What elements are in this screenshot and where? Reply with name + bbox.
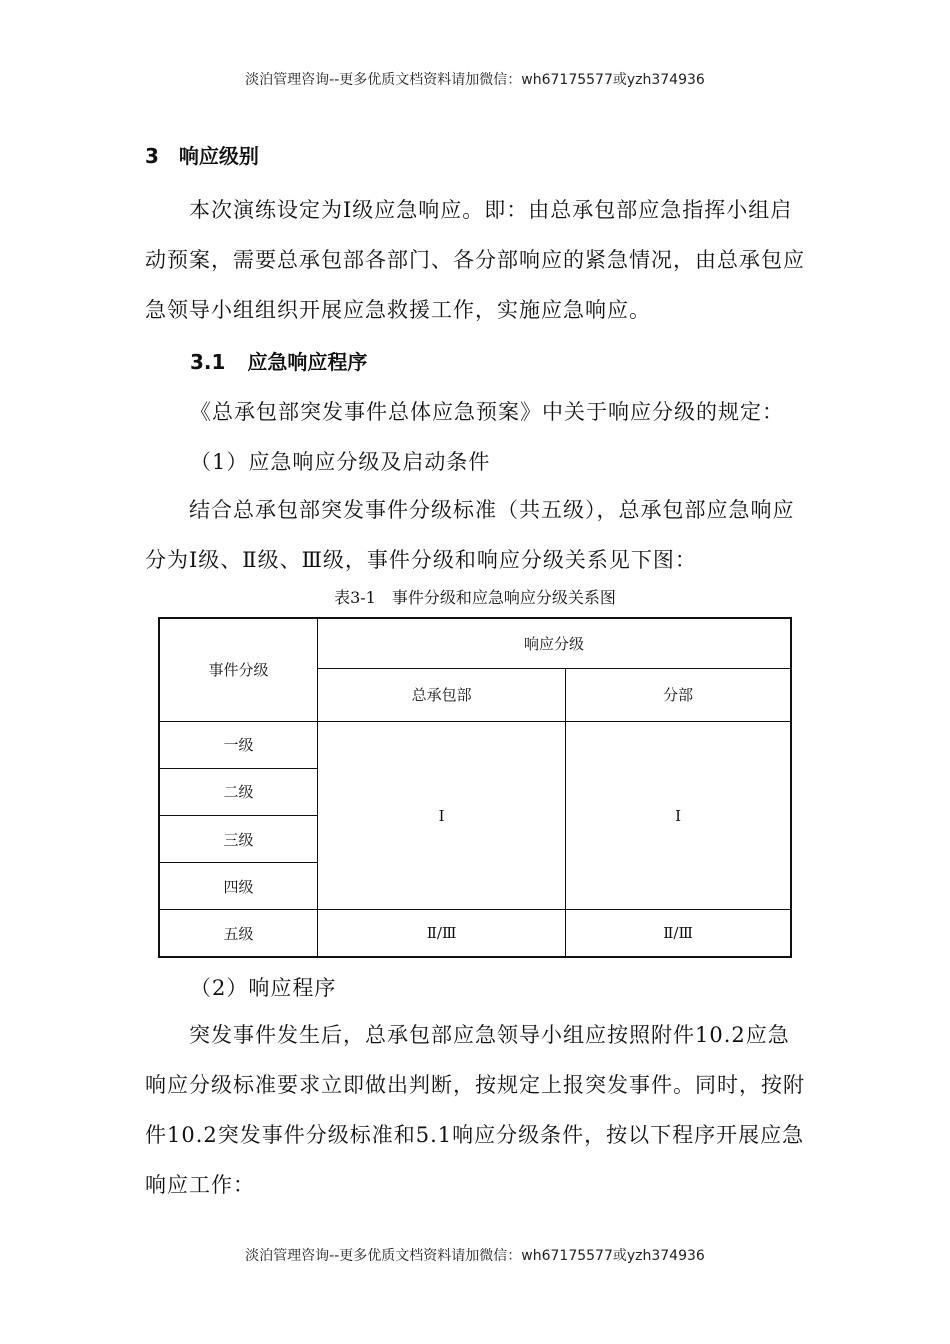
grade-cell-5: 五级 — [159, 910, 318, 957]
grade-cell-2: 二级 — [159, 768, 318, 815]
header-branch: 分部 — [566, 668, 791, 721]
hq-level-cell: Ⅰ — [318, 721, 566, 910]
section-3-heading — [145, 140, 259, 169]
grade-cell-3: 三级 — [159, 816, 318, 863]
item-1-paragraph: 结合总承包部突发事件分级标准（共五级），总承包部应急响应分为Ⅰ级、Ⅱ级、Ⅲ级，事件分级和响应分级关系见下图： — [145, 498, 795, 572]
grade-table — [158, 617, 792, 958]
section-3-1-intro: 《总承包部突发事件总体应急预案》中关于响应分级的规定： — [190, 400, 784, 424]
grade-cell-1: 一级 — [159, 721, 318, 768]
branch-level-5-cell: Ⅱ/Ⅲ — [566, 910, 791, 957]
header-event-grade: 事件分级 — [159, 618, 318, 721]
section-3-1-heading — [190, 346, 367, 375]
table-caption-title: 事件分级和应急响应分级关系图 — [391, 588, 616, 607]
page-footer: 淡泊管理咨询--更多优质文档资料请加微信：wh67175577或yzh374936 — [245, 1248, 705, 1264]
header-hq: 总承包部 — [318, 668, 566, 721]
branch-level-cell: Ⅰ — [566, 721, 791, 910]
section-3-number: 3 — [145, 144, 159, 168]
page-header: 淡泊管理咨询--更多优质文档资料请加微信：wh67175577或yzh374936 — [245, 72, 705, 88]
item-2-title: （2）响应程序 — [190, 976, 337, 1000]
header-response-grade: 响应分级 — [318, 618, 792, 668]
section-3-paragraph: 本次演练设定为Ⅰ级应急响应。即：由总承包部应急指挥小组启动预案，需要总承包部各部门、各分部响应的紧急情况，由总承包应急领导小组组织开展应急救援工作，实施应急响应。 — [145, 198, 805, 322]
table-caption — [0, 585, 950, 608]
hq-level-5-cell: Ⅱ/Ⅲ — [318, 910, 566, 957]
section-3-1-title: 应急响应程序 — [247, 350, 368, 374]
grade-cell-4: 四级 — [159, 863, 318, 910]
item-1-title: （1）应急响应分级及启动条件 — [190, 450, 491, 474]
section-3-1-number: 3.1 — [190, 350, 226, 374]
item-2-paragraph: 突发事件发生后，总承包部应急领导小组应按照附件10.2应急响应分级标准要求立即做出判断，按规定上报突发事件。同时，按附件10.2突发事件分级标准和5.1响应分级条件，按以下程序开展应急响应工作： — [145, 1023, 805, 1197]
table-caption-number: 表3-1 — [334, 588, 376, 607]
section-3-title: 响应级别 — [178, 144, 259, 168]
